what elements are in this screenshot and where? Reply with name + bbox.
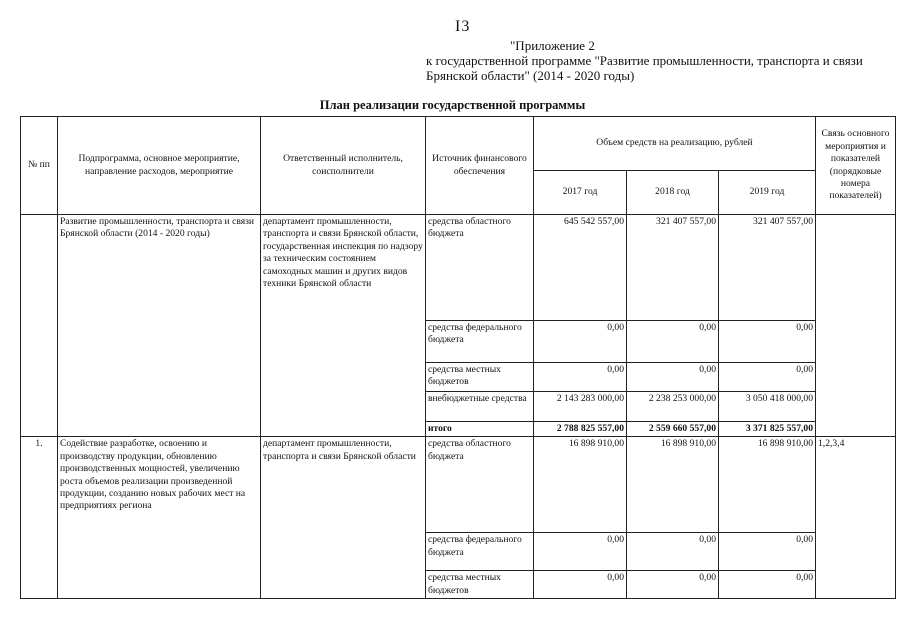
row-num: 1. [21, 437, 58, 599]
row-value-2017: 0,00 [534, 363, 627, 392]
header-volume: Объем средств на реализацию, рублей [534, 117, 816, 171]
header-executor: Ответственный исполнитель, соисполнители [261, 117, 426, 215]
row-value-2019: 3 050 418 000,00 [719, 392, 816, 422]
header-2018: 2018 год [627, 171, 719, 215]
row-value-2018: 2 559 660 557,00 [627, 422, 719, 437]
plan-table [20, 116, 896, 599]
row-source: средства федерального бюджета [426, 321, 534, 363]
row-name: Содействие разработке, освоению и производству продукции, обновлению производственных мощностей, увеличению роста объемов реализации произведенной продукции, созданию новых рабочих мест на предприятиях региона [58, 437, 261, 599]
row-value-2019: 16 898 910,00 [719, 437, 816, 533]
row-name: Развитие промышленности, транспорта и связи Брянской области (2014 - 2020 годы) [58, 215, 261, 437]
row-executor: департамент промышленности, транспорта и связи Брянской области [261, 437, 426, 599]
header-2019: 2019 год [719, 171, 816, 215]
row-link [816, 215, 896, 437]
row-source: средства местных бюджетов [426, 363, 534, 392]
row-value-2017: 0,00 [534, 571, 627, 599]
row-value-2017: 0,00 [534, 533, 627, 571]
row-value-2017: 0,00 [534, 321, 627, 363]
row-value-2019: 0,00 [719, 571, 816, 599]
plan-title: План реализации государственной программы [319, 98, 586, 112]
row-value-2018: 16 898 910,00 [627, 437, 719, 533]
appendix-line3: Брянской области" (2014 - 2020 годы) [426, 68, 635, 83]
table-row [21, 215, 896, 321]
header-2017: 2017 год [534, 171, 627, 215]
header-subprogram: Подпрограмма, основное мероприятие, направление расходов, мероприятие [58, 117, 261, 215]
page-number: I3 [455, 18, 471, 35]
appendix-header [426, 38, 896, 83]
header-source: Источник финансового обеспечения [426, 117, 534, 215]
row-value-2018: 0,00 [627, 321, 719, 363]
table-body [21, 117, 896, 599]
row-value-2017: 645 542 557,00 [534, 215, 627, 321]
row-value-2017: 16 898 910,00 [534, 437, 627, 533]
row-executor: департамент промышленности, транспорта и связи Брянской области, государственная инспекция по надзору за техническим состоянием самоходных машин и других видов техники Брянской области [261, 215, 426, 437]
row-source: внебюджетные средства [426, 392, 534, 422]
row-value-2018: 0,00 [627, 533, 719, 571]
row-source: средства федерального бюджета [426, 533, 534, 571]
row-source: средства областного бюджета [426, 437, 534, 533]
appendix-line2: к государственной программе "Развитие промышленности, транспорта и связи [426, 53, 863, 68]
row-value-2017: 2 788 825 557,00 [534, 422, 627, 437]
row-source: средства областного бюджета [426, 215, 534, 321]
row-value-2019: 0,00 [719, 533, 816, 571]
row-value-2018: 2 238 253 000,00 [627, 392, 719, 422]
row-num [21, 215, 58, 437]
row-source: средства местных бюджетов [426, 571, 534, 599]
row-value-2018: 0,00 [627, 363, 719, 392]
row-value-2019: 3 371 825 557,00 [719, 422, 816, 437]
row-value-2019: 0,00 [719, 363, 816, 392]
appendix-line1: "Приложение 2 [510, 38, 595, 53]
row-link: 1,2,3,4 [816, 437, 896, 599]
header-link: Связь основного мероприятия и показателей (порядковые номера показателей) [816, 117, 896, 215]
row-value-2019: 321 407 557,00 [719, 215, 816, 321]
row-value-2017: 2 143 283 000,00 [534, 392, 627, 422]
row-value-2018: 0,00 [627, 571, 719, 599]
header-num: № пп [21, 117, 58, 215]
row-source: итого [426, 422, 534, 437]
table-row [21, 437, 896, 533]
row-value-2019: 0,00 [719, 321, 816, 363]
row-value-2018: 321 407 557,00 [627, 215, 719, 321]
